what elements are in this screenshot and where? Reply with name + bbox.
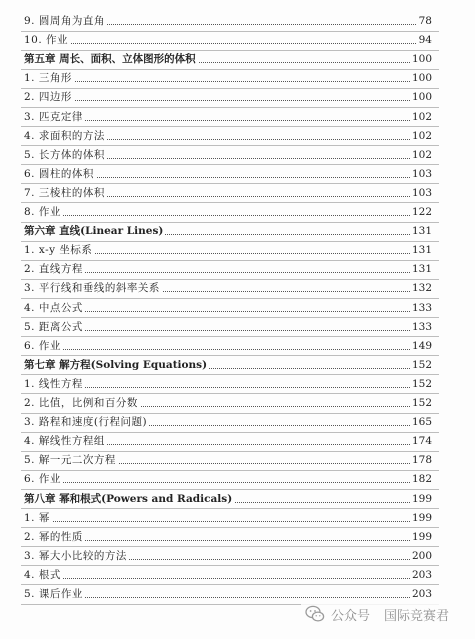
toc-entry: [24, 338, 432, 355]
toc-entry: [24, 548, 432, 565]
toc-title: 2. 比值，比例和百分数: [24, 395, 140, 412]
toc-title: 5. 解一元二次方程: [24, 452, 118, 469]
toc-entry: [24, 471, 432, 488]
dot-leader: [24, 578, 432, 579]
dot-leader: [24, 521, 432, 522]
dot-leader: [24, 482, 432, 483]
toc-title: 第六章 直线(Linear Lines): [24, 223, 165, 240]
toc-page-number: 103: [410, 185, 432, 202]
toc-entry: [24, 280, 432, 297]
toc-page-number: 203: [410, 567, 432, 584]
toc-entry: [24, 70, 432, 87]
wechat-icon: [305, 604, 325, 624]
toc-chapter: [24, 223, 432, 240]
toc-page-number: 199: [410, 529, 432, 546]
toc-title: 3. 幂大小比较的方法: [24, 548, 129, 565]
toc-title: 3. 匹克定律: [24, 109, 85, 126]
toc-page-number: 122: [410, 204, 432, 221]
toc-title: 第七章 解方程(Solving Equations): [24, 357, 209, 374]
toc-entry: [24, 32, 432, 49]
toc-entry: [24, 376, 432, 393]
toc-title: 2. 四边形: [24, 89, 74, 106]
toc-title: 1. 三角形: [24, 70, 74, 87]
toc-title: 6. 圆柱的体积: [24, 166, 96, 183]
toc-page-number: 100: [410, 51, 432, 68]
toc-page-number: 133: [410, 319, 432, 336]
toc-chapter: [24, 357, 432, 374]
toc-page-number: 152: [410, 376, 432, 393]
toc-title: 1. 线性方程: [24, 376, 85, 393]
dot-leader: [24, 330, 432, 331]
toc-page-number: 100: [410, 89, 432, 106]
toc-entry: [24, 166, 432, 183]
toc-entry: [24, 147, 432, 164]
toc-entry: [24, 433, 432, 450]
dot-leader: [24, 272, 432, 273]
dot-leader: [24, 597, 432, 598]
toc-title: 5. 距离公式: [24, 319, 85, 336]
toc-title: 2. 幂的性质: [24, 529, 85, 546]
toc-title: 1. 幂: [24, 510, 52, 527]
toc-title: 6. 作业: [24, 338, 63, 355]
toc-entry: [24, 452, 432, 469]
dot-leader: [24, 81, 432, 82]
toc-page-number: 94: [417, 32, 432, 49]
toc-page-number: 131: [410, 223, 432, 240]
toc-page-number: 103: [410, 166, 432, 183]
dot-leader: [24, 311, 432, 312]
watermark: [301, 603, 449, 625]
toc-page-number: 199: [410, 510, 432, 527]
toc-title: 7. 三棱柱的体积: [24, 185, 107, 202]
toc-entry: [24, 13, 432, 30]
toc-page-number: 131: [410, 242, 432, 259]
toc-page-number: 165: [410, 414, 432, 431]
toc-entry: [24, 89, 432, 106]
toc-page-number: 78: [417, 13, 432, 30]
toc-page-number: 102: [410, 147, 432, 164]
toc-page-number: 200: [410, 548, 432, 565]
toc-entry: [24, 414, 432, 431]
toc-chapter: [24, 51, 432, 68]
toc-page-number: 152: [410, 357, 432, 374]
toc-title: 4. 根式: [24, 567, 63, 584]
toc-entry: [24, 242, 432, 259]
dot-leader: [24, 100, 432, 101]
toc-title: 4. 解线性方程组: [24, 433, 107, 450]
toc-page-number: 133: [410, 300, 432, 317]
toc-title: 第八章 幂和根式(Powers and Radicals): [24, 491, 234, 508]
toc-title: 4. 中点公式: [24, 300, 85, 317]
watermark-source: 公众号: [330, 608, 370, 624]
toc-entry: [24, 128, 432, 145]
toc-entry: [24, 185, 432, 202]
toc-entry: [24, 109, 432, 126]
toc-title: 3. 路程和速度(行程问题): [24, 414, 149, 431]
toc-entry: [24, 567, 432, 584]
dot-leader: [24, 349, 432, 350]
toc-title: 1. x-y 坐标系: [24, 242, 94, 259]
toc-page-number: 199: [410, 491, 432, 508]
toc-page-number: 149: [410, 338, 432, 355]
toc-page-number: 102: [410, 128, 432, 145]
dot-leader: [24, 215, 432, 216]
toc-entry: [24, 319, 432, 336]
toc-entry: [24, 204, 432, 221]
toc-title: 10. 作业: [24, 32, 70, 49]
watermark-name: 国际竞赛君: [383, 608, 449, 624]
toc-page-number: 132: [410, 280, 432, 297]
toc-page-number: 203: [410, 586, 432, 603]
toc-chapter: [24, 491, 432, 508]
toc-entry: [24, 510, 432, 527]
toc-title: 第五章 周长、面积、立体图形的体积: [24, 51, 198, 68]
toc-title: 5. 长方体的体积: [24, 147, 107, 164]
toc-entry: [24, 586, 432, 603]
dot-leader: [24, 43, 432, 44]
toc-entry: [24, 395, 432, 412]
toc-entry: [24, 300, 432, 317]
toc-entry: [24, 261, 432, 278]
toc-title: 3. 平行线和垂线的斜率关系: [24, 280, 162, 297]
toc-title: 8. 作业: [24, 204, 63, 221]
toc-page-number: 100: [410, 70, 432, 87]
toc-title: 5. 课后作业: [24, 586, 85, 603]
toc-page-number: 102: [410, 109, 432, 126]
toc-title: 9. 圆周角为直角: [24, 13, 107, 30]
toc-title: 6. 作业: [24, 471, 63, 488]
toc-page-number: 152: [410, 395, 432, 412]
toc-page-number: 131: [410, 261, 432, 278]
toc-entry: [24, 529, 432, 546]
toc-title: 4. 求面积的方法: [24, 128, 107, 145]
toc-page-number: 174: [410, 433, 432, 450]
dot-leader: [24, 540, 432, 541]
dot-leader: [24, 387, 432, 388]
toc-title: 2. 直线方程: [24, 261, 85, 278]
dot-leader: [24, 120, 432, 121]
toc-page-number: 178: [410, 452, 432, 469]
toc-page-number: 182: [410, 471, 432, 488]
